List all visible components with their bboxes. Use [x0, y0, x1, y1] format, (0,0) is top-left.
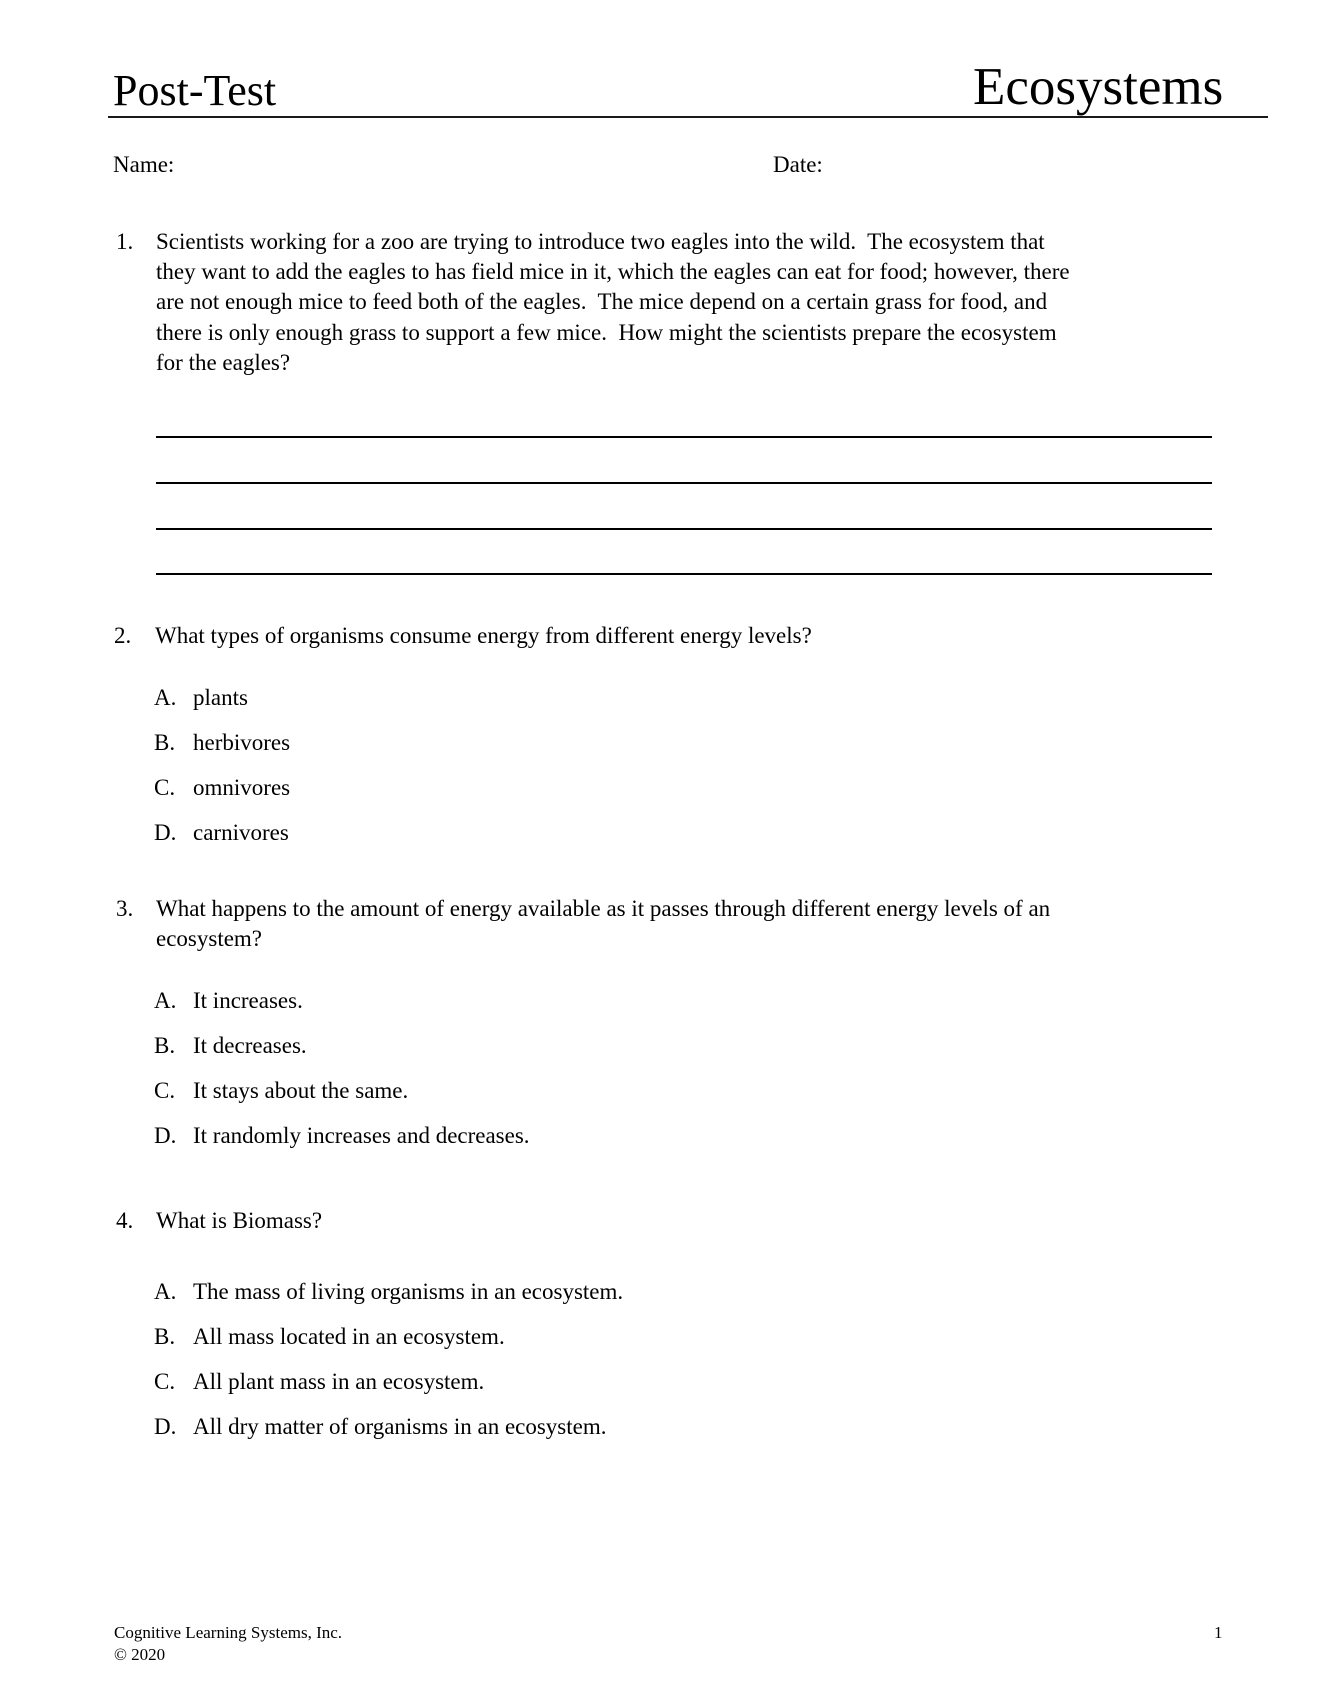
option-text[interactable]: It randomly increases and decreases. — [193, 1123, 530, 1148]
option-text[interactable]: The mass of living organisms in an ecosystem. — [193, 1279, 624, 1304]
question-line: they want to add the eagles to has field mice in it, which the eagles can eat for food; however, there — [156, 259, 1070, 285]
answer-writing-line[interactable] — [156, 528, 1212, 530]
option-letter: B. — [154, 1033, 176, 1058]
question-text — [156, 227, 1216, 378]
question-text: What types of organisms consume energy from different energy levels? — [155, 623, 812, 648]
question-number: 3. — [116, 896, 134, 921]
option-letter: C. — [154, 1369, 176, 1394]
option-letter: D. — [154, 1123, 177, 1148]
option-letter: D. — [154, 820, 177, 845]
question-line: What happens to the amount of energy available as it passes through different energy levels of an — [156, 896, 1051, 921]
option-text[interactable]: plants — [193, 685, 248, 710]
question-text — [156, 894, 1216, 954]
page-title-subject: Ecosystems — [973, 58, 1224, 116]
question-line: for the eagles? — [156, 349, 291, 375]
option-text[interactable]: herbivores — [193, 730, 291, 755]
date-label: Date: — [773, 152, 823, 177]
question-number: 1. — [116, 229, 134, 254]
option-letter: C. — [154, 1078, 176, 1103]
option-letter: A. — [154, 685, 177, 710]
option-letter: B. — [154, 730, 176, 755]
question-line: Scientists working for a zoo are trying to introduce two eagles into the wild. The ecosystem that — [156, 229, 1045, 254]
option-letter: C. — [154, 775, 176, 800]
question-line: are not enough mice to feed both of the eagles. The mice depend on a certain grass for food, and — [156, 289, 1048, 315]
page-number: 1 — [1214, 1623, 1223, 1642]
header-divider — [108, 116, 1268, 118]
answer-writing-line[interactable] — [156, 482, 1212, 484]
option-text[interactable]: omnivores — [193, 775, 291, 800]
option-text[interactable]: It stays about the same. — [193, 1078, 409, 1103]
answer-writing-line[interactable] — [156, 436, 1212, 438]
question-text: What is Biomass? — [156, 1208, 323, 1233]
option-letter: D. — [154, 1414, 177, 1439]
option-letter: A. — [154, 1279, 177, 1304]
answer-writing-line[interactable] — [156, 573, 1212, 575]
question-line: there is only enough grass to support a few mice. How might the scientists prepare the ecosystem — [156, 319, 1057, 345]
option-text[interactable]: carnivores — [193, 820, 289, 845]
option-letter: A. — [154, 988, 177, 1013]
option-letter: B. — [154, 1324, 176, 1349]
page-title-post-test: Post-Test — [113, 66, 277, 115]
question-line: ecosystem? — [156, 926, 263, 952]
footer-company: Cognitive Learning Systems, Inc. — [114, 1623, 343, 1642]
option-text[interactable]: It decreases. — [193, 1033, 307, 1058]
question-number: 4. — [116, 1208, 134, 1233]
option-text[interactable]: All mass located in an ecosystem. — [193, 1324, 505, 1349]
name-label: Name: — [113, 152, 175, 177]
footer-copyright: © 2020 — [114, 1645, 166, 1664]
question-number: 2. — [114, 623, 132, 648]
option-text[interactable]: It increases. — [193, 988, 303, 1013]
option-text[interactable]: All dry matter of organisms in an ecosystem. — [193, 1414, 607, 1439]
option-text[interactable]: All plant mass in an ecosystem. — [193, 1369, 485, 1394]
